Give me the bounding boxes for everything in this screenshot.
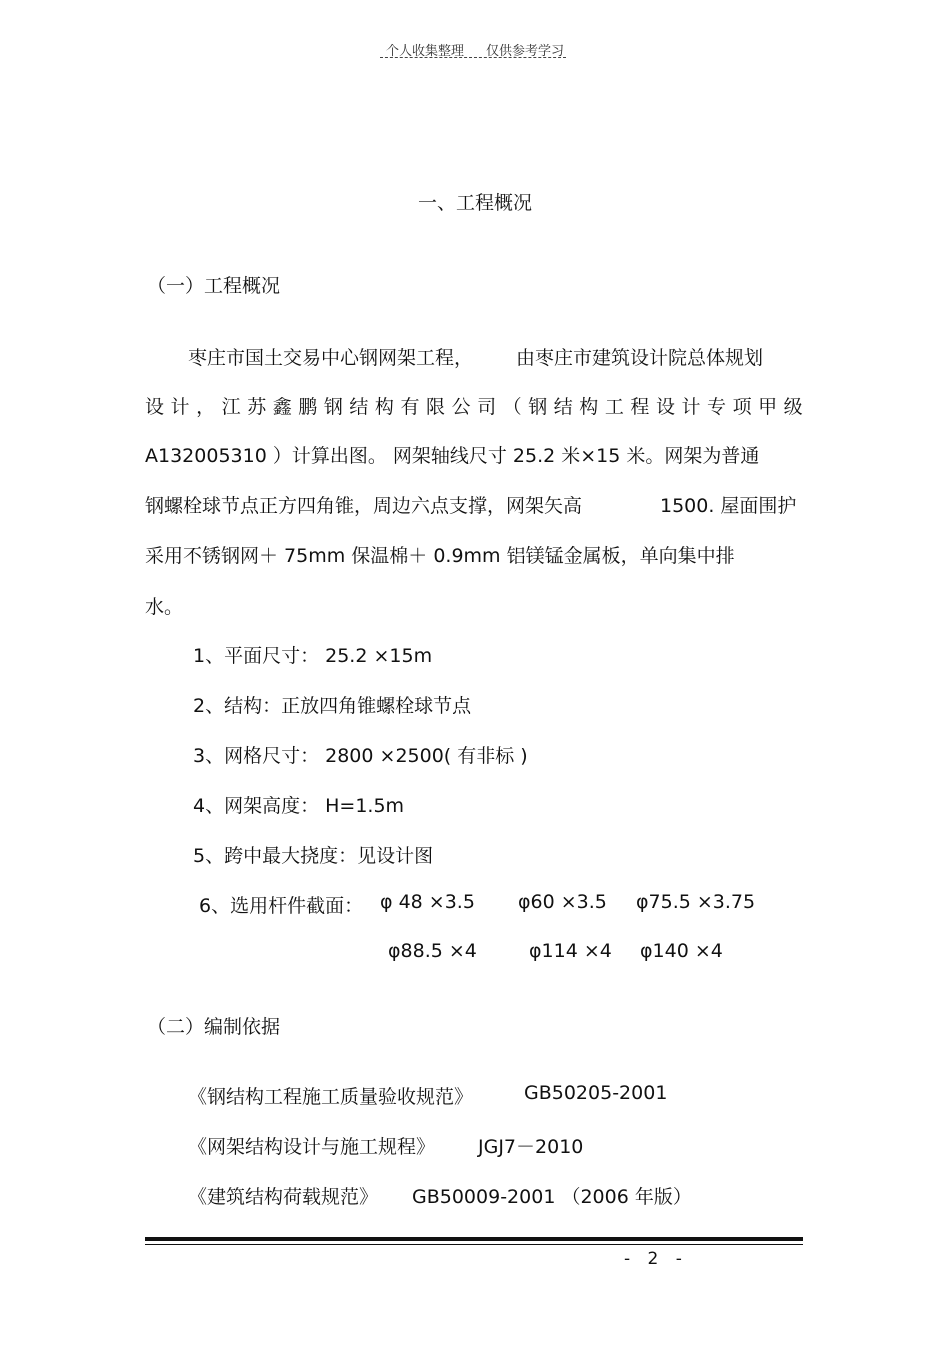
member-section: φ140 ×4 [640,940,723,962]
list-item-6-label: 6、选用杆件截面： [199,895,364,917]
list-item: 1、平面尺寸： 25.2 ×15m [193,645,433,667]
footer-rule-thin [145,1244,803,1245]
paragraph-line-3: A132005310 ）计算出图。 网架轴线尺寸 25.2 米×15 米。网架为普通 [145,445,760,467]
reference-name: 《钢结构工程施工质量验收规范》 [188,1086,474,1108]
paragraph-line-6: 水。 [145,596,184,618]
list-item: 3、网格尺寸： 2800 ×2500( 有非标 ) [193,745,528,767]
header-left-text: 个人收集整理 [385,44,464,59]
reference-name: 《网架结构设计与施工规程》 [188,1136,436,1158]
header-dashed-rule [380,57,566,58]
member-section: φ 48 ×3.5 [380,891,475,913]
paragraph-line-1a: 枣庄市国土交易中心钢网架工程， [188,347,474,369]
reference-code: JGJ7－2010 [478,1136,584,1158]
reference-code: GB50009-2001 （2006 年版） [412,1186,692,1208]
list-item: 5、跨中最大挠度：见设计图 [193,845,434,867]
header-right-text: 仅供参考学习 [486,44,565,59]
paragraph-line-5: 采用不锈钢网＋ 75mm 保温棉＋ 0.9mm 铝镁锰金属板，单向集中排 [145,545,735,567]
member-section: φ114 ×4 [529,940,612,962]
paragraph-line-4a: 钢螺栓球节点正方四角锥，周边六点支撑，网架矢高 [145,495,583,517]
reference-name: 《建筑结构荷载规范》 [188,1186,379,1208]
member-section: φ88.5 ×4 [388,940,477,962]
paragraph-line-4b: 1500. 屋面围护 [660,495,797,517]
footer-rule-thick [145,1237,803,1241]
paragraph-line-2: 设 计 ， 江 苏 鑫 鹏 钢 结 构 有 限 公 司 （ 钢 结 构 工 程 设 计 专 项 甲 级 [145,396,803,418]
section-1-heading: （一）工程概况 [147,275,281,297]
reference-code: GB50205-2001 [524,1082,668,1104]
member-section: φ60 ×3.5 [518,891,607,913]
paragraph-line-1b: 由枣庄市建筑设计院总体规划 [516,347,764,369]
page-number: - 2 - [624,1249,688,1269]
list-item: 2、结构：正放四角锥螺栓球节点 [193,695,472,717]
section-2-heading: （二）编制依据 [147,1016,281,1038]
document-title: 一、工程概况 [417,192,532,214]
list-item: 4、网架高度： H=1.5m [193,795,405,817]
member-section: φ75.5 ×3.75 [636,891,756,913]
